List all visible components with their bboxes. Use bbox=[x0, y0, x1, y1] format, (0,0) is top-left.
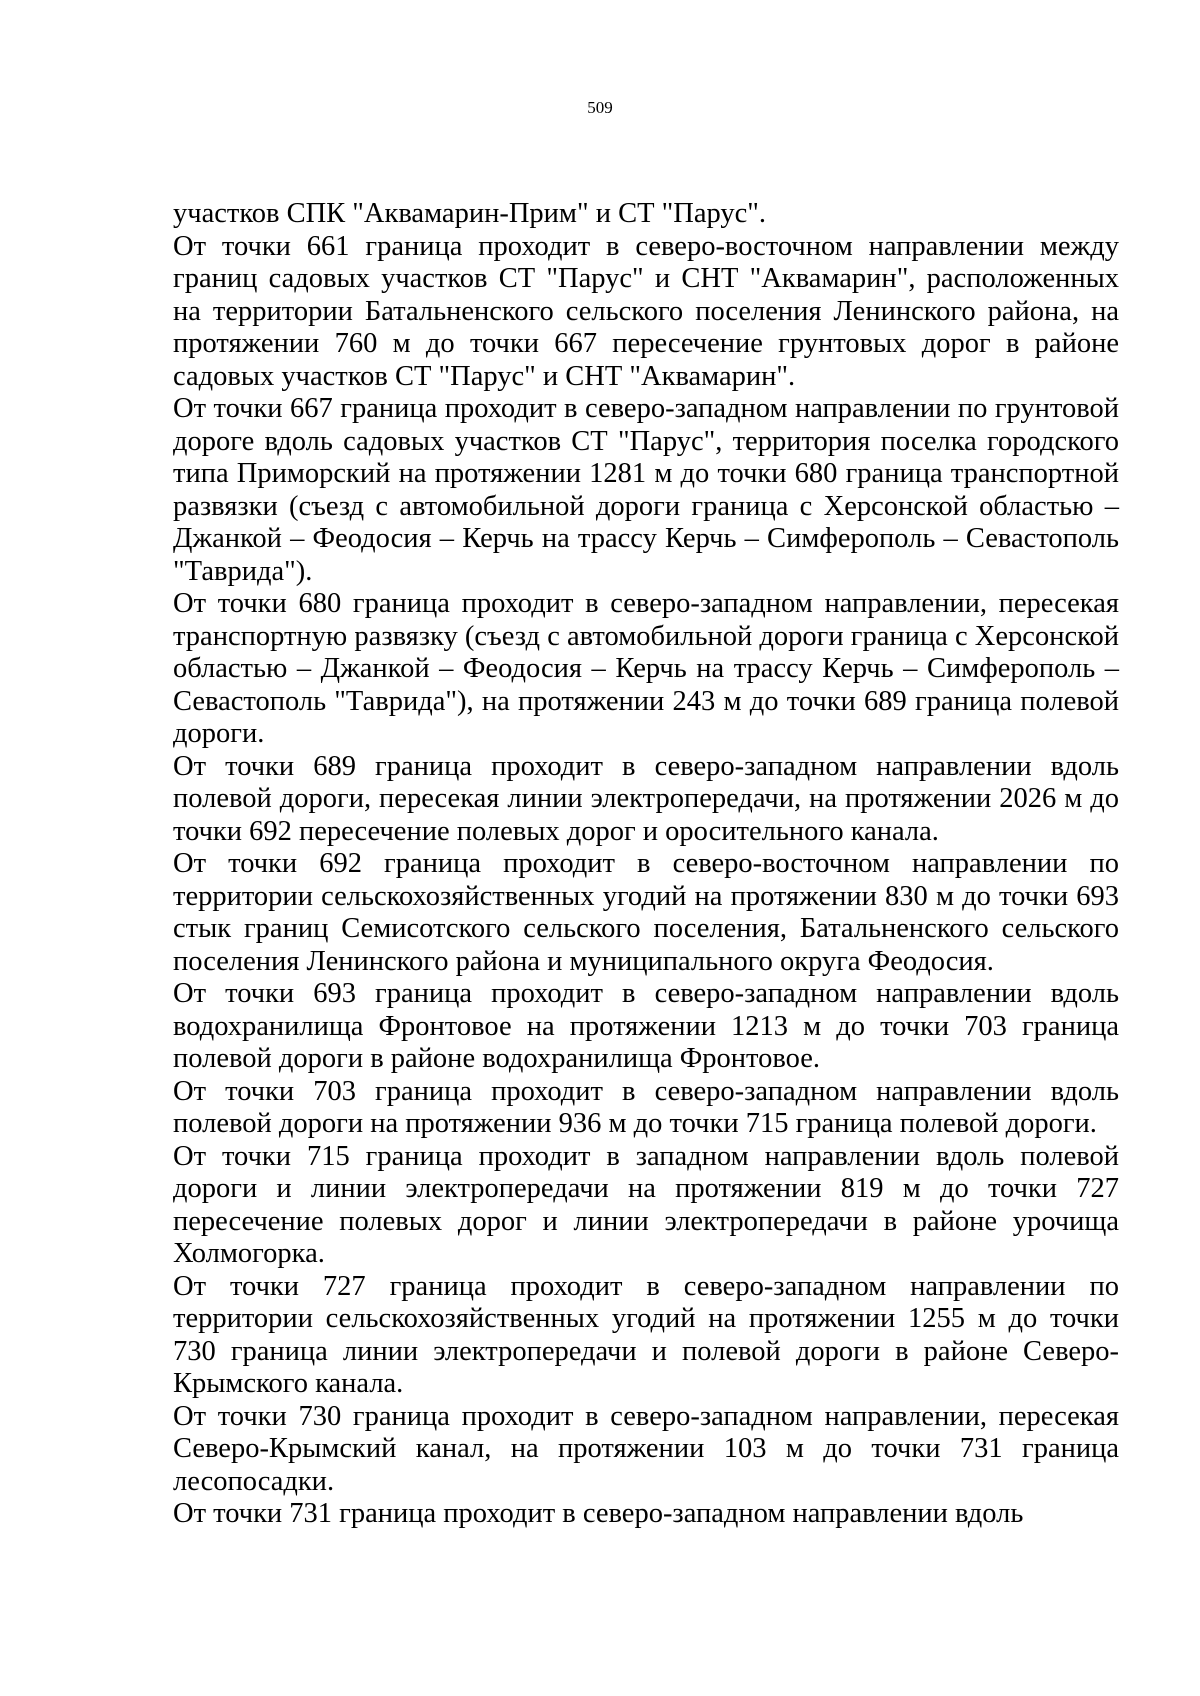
paragraph-point-661: От точки 661 граница проходит в северо-восточном направлении между границ садовых участков СТ "Парус" и СНТ "Аквамарин", расположенных на территории Батальненского сельского поселения Ленинского района, на протяжении 760 м до точки 667 пересечение грунтовых дорог в районе садовых участков СТ "Парус" и СНТ "Аквамарин". bbox=[173, 230, 1119, 392]
paragraph-point-715: От точки 715 граница проходит в западном направлении вдоль полевой дороги и линии электропередачи на протяжении 819 м до точки 727 пересечение полевых дорог и линии электропередачи в районе урочища Холмогорка. bbox=[173, 1140, 1119, 1269]
paragraph-point-693: От точки 693 граница проходит в северо-западном направлении вдоль водохранилища Фронтовое на протяжении 1213 м до точки 703 граница полевой дороги в районе водохранилища Фронтовое. bbox=[173, 978, 1119, 1074]
paragraph-point-703: От точки 703 граница проходит в северо-западном направлении вдоль полевой дороги на протяжении 936 м до точки 715 граница полевой дороги. bbox=[173, 1075, 1119, 1139]
paragraph-point-692: От точки 692 граница проходит в северо-восточном направлении по территории сельскохозяйственных угодий на протяжении 830 м до точки 693 стык границ Семисотского сельского поселения, Батальненского сельского поселения Ленинского района и муниципального округа Феодосия. bbox=[173, 848, 1119, 977]
paragraph-point-731: От точки 731 граница проходит в северо-западном направлении вдоль bbox=[173, 1498, 1024, 1529]
page-number: 509 bbox=[587, 98, 613, 117]
paragraph-point-727: От точки 727 граница проходит в северо-западном направлении по территории сельскохозяйственных угодий на протяжении 1255 м до точки 730 граница линии электропередачи и полевой дороги в районе Северо-Крымского канала. bbox=[173, 1270, 1119, 1399]
paragraph-point-689: От точки 689 граница проходит в северо-западном направлении вдоль полевой дороги, пересекая линии электропередачи, на протяжении 2026 м до точки 692 пересечение полевых дорог и оросительного канала. bbox=[173, 750, 1119, 847]
paragraph-point-680: От точки 680 граница проходит в северо-западном направлении, пересекая транспортную развязку (съезд с автомобильной дороги граница с Херсонской областью – Джанкой – Феодосия – Керчь на трассу Керчь – Симферополь – Севастополь "Таврида"), на протяжении 243 м до точки 689 граница полевой дороги. bbox=[173, 588, 1119, 749]
paragraph-continuation: участков СПК "Аквамарин-Прим" и СТ "Парус". bbox=[173, 198, 767, 229]
paragraph-point-667: От точки 667 граница проходит в северо-западном направлении по грунтовой дороге вдоль садовых участков СТ "Парус", территория поселка городского типа Приморский на протяжении 1281 м до точки 680 граница транспортной развязки (съезд с автомобильной дороги граница с Херсонской областью – Джанкой – Феодосия – Керчь на трассу Керчь – Симферополь – Севастополь "Таврида"). bbox=[173, 393, 1119, 587]
document-body bbox=[173, 198, 1119, 1531]
paragraph-point-730: От точки 730 граница проходит в северо-западном направлении, пересекая Северо-Крымский канал, на протяжении 103 м до точки 731 граница лесопосадки. bbox=[173, 1400, 1119, 1497]
